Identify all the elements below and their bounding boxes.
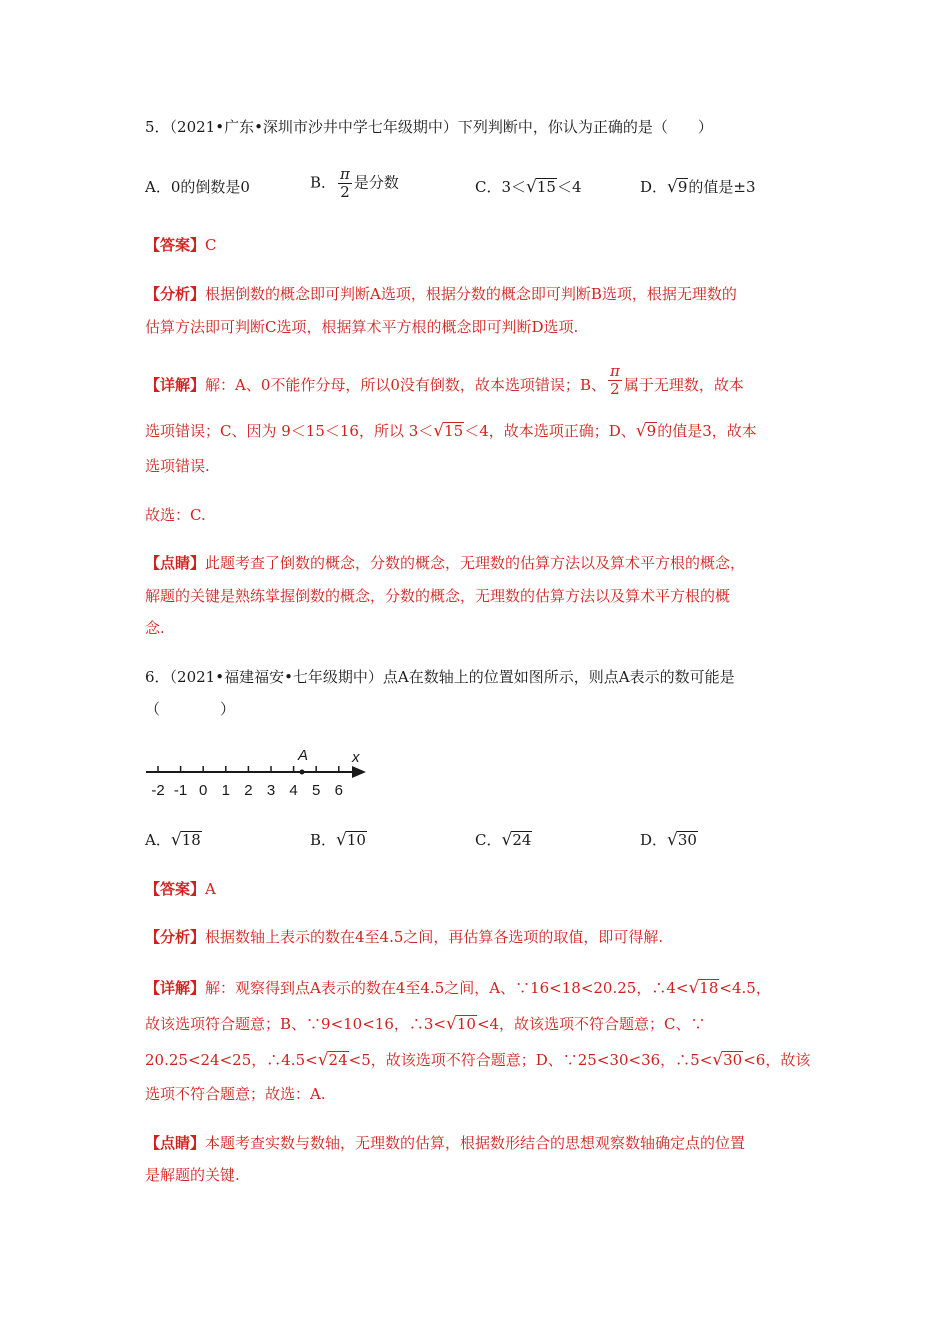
radicand: 15	[536, 178, 556, 196]
radical-sign-icon: √	[170, 830, 182, 850]
q5-option-c-label: C．	[475, 178, 502, 196]
detail-tag: 【详解】	[145, 376, 206, 394]
fraction-numerator: π	[340, 165, 350, 183]
q5-option-c	[475, 176, 582, 198]
q5-option-d-post: 的值是±3	[688, 178, 756, 196]
number-line-tick-label: 4	[289, 782, 298, 799]
radical-sign-icon: √	[501, 830, 513, 850]
detail-text: 故该选项符合题意；B、∵9<10<16，∴3<	[145, 1015, 446, 1033]
q5-option-a: A．0的倒数是0	[145, 178, 250, 196]
comment-tag: 【点睛】	[145, 554, 206, 572]
q5-comment-line-3: 念.	[145, 619, 165, 637]
q6-detail-line-3	[145, 1049, 810, 1071]
analysis-text: 根据数轴上表示的数在4至4.5之间，再估算各选项的取值，即可得解.	[205, 928, 664, 946]
radical-sign-icon: √	[667, 177, 678, 197]
answer-tag: 【答案】	[145, 880, 206, 898]
q6-option-a	[145, 829, 202, 851]
sqrt-expression	[446, 1013, 477, 1035]
fraction-denominator: 2	[340, 183, 350, 201]
q6-option-d	[640, 829, 698, 851]
radical-sign-icon: √	[688, 978, 700, 998]
radical-sign-icon: √	[635, 421, 647, 441]
q6-detail-line-2	[145, 1013, 706, 1035]
q5-stem: 5．（2021•广东•深圳市沙井中学七年级期中）下列判断中，你认为正确的是（ ）	[145, 118, 713, 136]
q6-detail-line-1	[145, 977, 771, 999]
analysis-tag: 【分析】	[145, 928, 206, 946]
sqrt-expression	[526, 176, 557, 198]
detail-text: 选项错误；C、因为 9＜15＜16，所以 3＜	[145, 422, 434, 440]
q6-option-d-label: D．	[640, 831, 668, 849]
q6-stem-bracket: （ ）	[145, 700, 236, 718]
axis-arrow-icon	[352, 766, 366, 778]
radicand: 30	[723, 1051, 743, 1069]
number-line-tick-label: -2	[151, 782, 165, 799]
comment-tag: 【点睛】	[145, 1134, 206, 1152]
radicand: 24	[328, 1051, 348, 1069]
q5-detail-line-2	[145, 420, 757, 442]
q5-answer	[145, 234, 217, 256]
number-line-figure	[140, 742, 380, 802]
q6-comment-line-2: 是解题的关键.	[145, 1166, 240, 1184]
detail-text: ＜4，故本选项正确；D、	[464, 422, 636, 440]
number-line-tick-label: -1	[173, 782, 188, 799]
q6-stem: 6．（2021•福建福安•七年级期中）点A在数轴上的位置如图所示，则点A表示的数可能是	[145, 668, 735, 686]
radical-sign-icon: √	[317, 1050, 329, 1070]
number-line-tick-label: 2	[244, 782, 253, 799]
radicand: 10	[346, 831, 366, 849]
q5-option-b-label: B．	[310, 173, 337, 192]
point-a-marker	[300, 770, 305, 775]
radical-sign-icon: √	[526, 177, 537, 197]
radical-sign-icon: √	[667, 830, 678, 850]
q5-detail-line-1	[145, 361, 744, 398]
q5-option-b-text: 是分数	[353, 173, 399, 192]
sqrt-expression	[667, 829, 698, 851]
axis-x-label: x	[352, 749, 360, 766]
q6-comment-line-1	[145, 1132, 745, 1154]
radical-sign-icon: √	[433, 421, 445, 441]
q6-analysis	[145, 926, 663, 948]
answer-tag: 【答案】	[145, 236, 206, 254]
detail-text: 的值是3，故本	[657, 422, 757, 440]
sqrt-expression	[636, 420, 657, 442]
radical-sign-icon: √	[336, 830, 347, 850]
radicand: 9	[677, 178, 688, 196]
detail-text: <4，故该选项不符合题意；C、∵	[476, 1015, 706, 1033]
q6-option-c	[475, 829, 532, 851]
sqrt-expression	[433, 420, 464, 442]
number-line-tick-label: 0	[199, 782, 208, 799]
point-a-label: A	[298, 747, 309, 764]
sqrt-expression	[336, 829, 367, 851]
number-line-tick-label: 5	[312, 782, 321, 799]
number-line-tick-label: 1	[221, 782, 230, 799]
radicand: 18	[699, 979, 719, 997]
q5-comment-line-2: 解题的关键是熟练掌握倒数的概念，分数的概念，无理数的估算方法以及算术平方根的概	[145, 587, 731, 605]
q5-option-b	[310, 166, 399, 201]
detail-text: <4.5，	[719, 979, 771, 997]
q5-option-c-pre: 3＜	[501, 178, 527, 196]
sqrt-expression	[688, 977, 719, 999]
q5-choose: 故选：C.	[145, 506, 206, 524]
q5-option-b-fraction	[338, 166, 352, 201]
detail-text: 解：A、0不能作分母，所以0没有倒数，故本选项错误；B、	[205, 376, 606, 394]
q5-detail-line-3: 选项错误.	[145, 457, 210, 475]
number-line-tick-label: 3	[266, 782, 276, 799]
q5-option-d	[640, 176, 756, 198]
radicand: 18	[181, 831, 201, 849]
detail-text: 属于无理数，故本	[623, 376, 744, 394]
radical-sign-icon: √	[712, 1050, 724, 1070]
detail-text: <6，故该	[743, 1051, 811, 1069]
comment-text: 本题考查实数与数轴，无理数的估算，根据数形结合的思想观察数轴确定点的位置	[205, 1134, 746, 1152]
sqrt-expression	[667, 176, 688, 198]
number-line-ticks	[151, 766, 343, 799]
q6-option-b	[310, 829, 367, 851]
q5-comment-line-1	[145, 552, 745, 574]
radicand: 10	[456, 1015, 476, 1033]
sqrt-expression	[712, 1049, 743, 1071]
q6-answer	[145, 878, 216, 900]
sqrt-expression	[501, 829, 532, 851]
detail-text: 20.25<24<25，∴4.5<	[145, 1051, 318, 1069]
detail-text: 解：观察得到点A表示的数在4至4.5之间，A、∵16<18<20.25，∴4<	[205, 979, 689, 997]
analysis-text: 根据倒数的概念即可判断A选项，根据分数的概念即可判断B选项，根据无理数的	[205, 285, 737, 303]
radicand: 9	[646, 422, 657, 440]
detail-text: <5，故该选项不符合题意；D、∵25<30<36，∴5<	[348, 1051, 713, 1069]
q6-option-a-label: A．	[145, 831, 171, 849]
detail-fraction	[608, 363, 622, 398]
radical-sign-icon: √	[446, 1014, 457, 1034]
q5-option-d-label: D．	[640, 178, 668, 196]
fraction-denominator: 2	[610, 379, 620, 398]
answer-value: A	[205, 880, 216, 898]
q5-option-c-post: ＜4	[556, 178, 582, 196]
detail-tag: 【详解】	[145, 979, 206, 997]
q5-analysis-line-1	[145, 283, 737, 305]
q5-analysis-line-2: 估算方法即可判断C选项，根据算术平方根的概念即可判断D选项.	[145, 318, 579, 336]
comment-text: 此题考查了倒数的概念，分数的概念，无理数的估算方法以及算术平方根的概念，	[205, 554, 746, 572]
analysis-tag: 【分析】	[145, 285, 206, 303]
number-line-tick-label: 6	[334, 782, 343, 799]
fraction-numerator: π	[609, 361, 620, 380]
radicand: 30	[677, 831, 697, 849]
q6-option-b-label: B．	[310, 831, 337, 849]
sqrt-expression	[171, 829, 202, 851]
radicand: 24	[512, 831, 532, 849]
radicand: 15	[444, 422, 464, 440]
sqrt-expression	[318, 1049, 349, 1071]
answer-value: C	[205, 236, 217, 254]
q6-option-c-label: C．	[475, 831, 502, 849]
q6-detail-line-4: 选项不符合题意；故选：A.	[145, 1085, 326, 1103]
